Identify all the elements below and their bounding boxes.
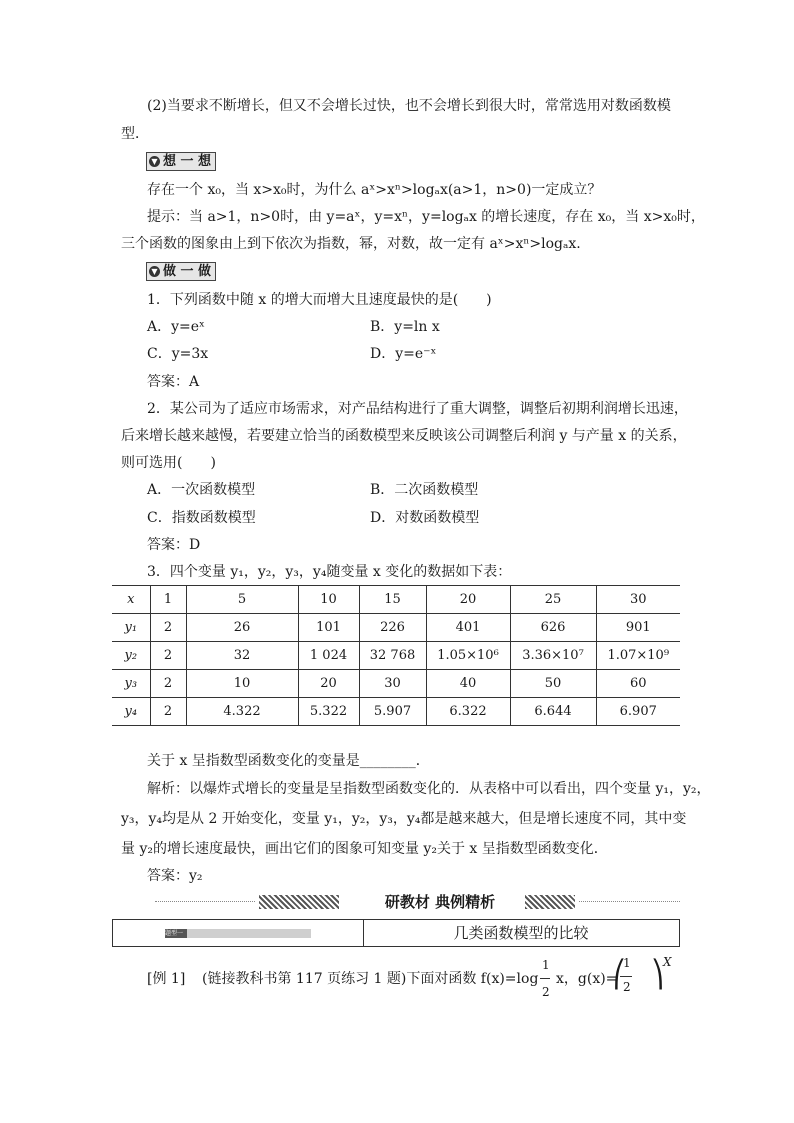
table-cell: 1.07×10⁹ (596, 642, 680, 670)
log-base-numerator: 1 (542, 958, 550, 972)
log-base-denominator: 2 (542, 985, 550, 999)
table-cell: 1 024 (298, 642, 359, 670)
down-arrow-icon: ▼ (149, 266, 160, 277)
table-cell: 32 (186, 642, 298, 670)
q1-option-a: A．y=eˣ (147, 319, 205, 335)
q2-option-c: C．指数函数模型 (147, 510, 256, 526)
q2-option-d: D．对数函数模型 (370, 510, 480, 526)
table-cell: 20 (298, 670, 359, 698)
table-header-cell: y₁ (112, 614, 150, 642)
category-bar (112, 919, 680, 947)
q3-question: 关于 x 呈指数型函数变化的变量是________． (147, 753, 430, 769)
think-hint-line-2: 三个函数的图象由上到下依次为指数，幂，对数，故一定有 aˣ>xⁿ>logₐx. (121, 236, 581, 252)
table-cell: 2 (150, 670, 186, 698)
think-tag (146, 152, 216, 171)
table-cell: 30 (596, 586, 680, 614)
intro-line-2: 型． (121, 126, 149, 142)
table-row (112, 698, 680, 726)
q3-analysis-line-3: 量 y₂的增长速度最快，画出它们的图象可知变量 y₂关于 x 呈指数型函数变化． (121, 841, 608, 857)
table-cell: 5.907 (359, 698, 426, 726)
table-cell: 2 (150, 614, 186, 642)
divider-hatch-right (525, 895, 575, 909)
table-header-cell: y₄ (112, 698, 150, 726)
section-divider (155, 892, 680, 912)
table-header-cell: y₃ (112, 670, 150, 698)
table-cell: 40 (426, 670, 510, 698)
table-cell: 30 (359, 670, 426, 698)
down-arrow-icon: ▼ (149, 156, 160, 167)
g-fraction-bar (620, 976, 632, 977)
table-cell: 50 (510, 670, 596, 698)
section-title: 研教材 典例精析 (355, 892, 525, 912)
table-cell: 1.05×10⁶ (426, 642, 510, 670)
table-cell: 3.36×10⁷ (510, 642, 596, 670)
table-cell: 101 (298, 614, 359, 642)
category-badge-label: 题型一 (165, 930, 184, 937)
q1-answer: 答案：A (147, 374, 200, 390)
table-row (112, 614, 680, 642)
q2-answer: 答案：D (147, 537, 201, 553)
q2-stem-line-2: 后来增长越来越慢，若要建立恰当的函数模型来反映该公司调整后利润 y 与产量 x 的关系， (121, 428, 687, 444)
g-numerator: 1 (623, 956, 631, 970)
q1-stem: 1．下列函数中随 x 的增大而增大且速度最快的是( ) (147, 292, 492, 308)
q2-option-a: A．一次函数模型 (147, 482, 256, 498)
table-cell: 25 (510, 586, 596, 614)
q3-answer: 答案：y₂ (147, 868, 203, 884)
practice-tag-label: 做 一 做 (163, 264, 212, 279)
q3-stem: 3．四个变量 y₁，y₂，y₃，y₄随变量 x 变化的数据如下表： (147, 564, 512, 580)
example-text: (链接教科书第 117 页练习 1 题)下面对函数 f(x)=log (202, 971, 539, 987)
table-cell: 2 (150, 698, 186, 726)
g-denominator: 2 (623, 980, 631, 994)
table-cell: 5.322 (298, 698, 359, 726)
q1-option-c: C．y=3x (147, 346, 209, 362)
table-header-cell: y₂ (112, 642, 150, 670)
table-row (112, 586, 680, 614)
table-cell: 4.322 (186, 698, 298, 726)
q3-analysis-line-1: 解析：以爆炸式增长的变量是呈指数型函数变化的．从表格中可以看出，四个变量 y₁，y₂， (147, 781, 711, 797)
table-header-cell: x (112, 586, 150, 614)
think-hint-line-1: 提示：当 a>1，n>0时，由 y=aˣ，y=xⁿ，y=logₐx 的增长速度，存在 x₀，当 x>x₀时， (147, 209, 705, 225)
table-cell: 626 (510, 614, 596, 642)
table-cell: 10 (298, 586, 359, 614)
table-cell: 401 (426, 614, 510, 642)
table-cell: 1 (150, 586, 186, 614)
table-row (112, 670, 680, 698)
divider-dots-right (579, 901, 680, 902)
table-cell: 60 (596, 670, 680, 698)
log-base-fraction-bar (540, 978, 550, 979)
table-cell: 2 (150, 642, 186, 670)
q2-stem-line-3: 则可选用( ) (121, 455, 216, 471)
table-cell: 26 (186, 614, 298, 642)
g-paren-right: ⎞ (651, 960, 664, 990)
q1-option-d: D．y=e⁻ˣ (370, 346, 437, 362)
table-cell: 32 768 (359, 642, 426, 670)
table-cell: 6.644 (510, 698, 596, 726)
table-cell: 5 (186, 586, 298, 614)
g-paren-left: ⎛ (613, 960, 626, 990)
think-question: 存在一个 x₀，当 x>x₀时，为什么 aˣ>xⁿ>logₐx(a>1，n>0)一定成立？ (147, 182, 602, 198)
divider-dots-left (155, 901, 255, 902)
example-label: [例 1] (147, 971, 186, 987)
think-tag-label: 想 一 想 (163, 154, 212, 169)
data-table (112, 585, 680, 726)
category-title: 几类函数模型的比较 (453, 924, 589, 942)
q3-analysis-line-2: y₃，y₄均是从 2 开始变化，变量 y₁，y₂，y₃，y₄都是越来越大，但是增长速度不同，其中变 (121, 811, 687, 827)
table-cell: 10 (186, 670, 298, 698)
category-badge (165, 929, 311, 938)
table-cell: 20 (426, 586, 510, 614)
q1-option-b: B．y=ln x (370, 319, 440, 335)
table-row (112, 642, 680, 670)
practice-tag (146, 262, 216, 281)
table-cell: 6.322 (426, 698, 510, 726)
table-cell: 6.907 (596, 698, 680, 726)
q2-option-b: B．二次函数模型 (370, 482, 479, 498)
table-cell: 15 (359, 586, 426, 614)
table-cell: 226 (359, 614, 426, 642)
divider-hatch-left (259, 895, 339, 909)
q2-stem-line-1: 2．某公司为了适应市场需求，对产品结构进行了重大调整，调整后初期利润增长迅速， (147, 401, 688, 417)
g-exponent: X (663, 955, 672, 969)
intro-line-1: (2)当要求不断增长，但又不会增长过快，也不会增长到很大时，常常选用对数函数模 (147, 98, 671, 114)
table-cell: 901 (596, 614, 680, 642)
example-text-2: x，g(x)= (556, 971, 618, 987)
